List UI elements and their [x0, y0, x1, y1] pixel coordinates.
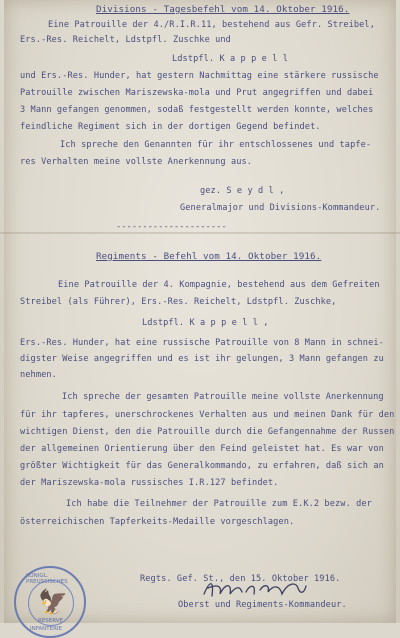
eagle-emblem-icon: 🦅 [38, 588, 68, 616]
order2-line: Streibel (als Führer), Ers.-Res. Reichelt, Ldstpfl. Zuschke, [20, 297, 337, 307]
handwritten-signature [200, 576, 310, 602]
order2-line: wichtigen Dienst, den die Patrouille durch die Gefangennahme der Russen [20, 427, 395, 437]
section-divider: --------------------- [116, 222, 227, 232]
order2-line: größter Wichtigkeit für das Generalkommando, zu erfahren, daß sich an [20, 461, 384, 471]
order2-line: Ich spreche der gesamten Patrouille meine vollste Anerkennung [62, 392, 384, 402]
signer-name: gez. S e y d l , [200, 186, 285, 196]
regiments-heading: Regiments - Befehl vom 14. Oktober 1916. [96, 251, 322, 262]
order2-line: für ihr tapferes, unerschrockenes Verhalten aus und meinen Dank für den [20, 410, 395, 420]
order2-line: österreichischen Tapferkeits-Medaille vorgeschlagen. [20, 517, 295, 527]
signer-title: Generalmajor und Divisions-Kommandeur. [180, 203, 381, 213]
order2-line: der allgemeinen Orientierung über den Feind geleistet hat. Es war von [20, 444, 384, 454]
order2-line: Ldstpfl. K a p p e l l , [142, 318, 269, 328]
order1-line: Ich spreche den Genannten für ihr entschlossenes und tapfe- [60, 140, 372, 150]
regiment-commander-title: Oberst und Regiments-Kommandeur. [178, 600, 347, 610]
order1-line: Patrouille zwischen Mariszewska-mola und Prut angegriffen und dabei [20, 88, 374, 98]
order2-line: Ers.-Res. Hunder, hat eine russische Patrouille von 8 Mann in schnei- [20, 338, 384, 348]
order2-line: der Mariszewska-mola russisches I.R.127 befindet. [20, 478, 279, 488]
divisions-heading: Divisions - Tagesbefehl vom 14. Oktober 1916. [96, 4, 350, 15]
order1-line: res Verhalten meine vollste Anerkennung aus. [20, 157, 253, 167]
order1-line: feindliche Regiment sich in der dortigen Gegend befindet. [20, 122, 321, 132]
order1-line: und Ers.-Res. Hunder, hat gestern Nachmittag eine stärkere russische [20, 71, 379, 81]
regiment-seal-stamp: 🦅 KÖNIGL. PREUSSISCHES RESERVE INFANTERIE [14, 566, 86, 638]
order1-line: Ldstpfl. K a p p e l l [172, 54, 289, 64]
order1-line: Eine Patrouille der 4./R.I.R.11, bestehend aus Gefr. Streibel, [48, 20, 375, 30]
order2-line: nehmen. [20, 370, 57, 380]
order1-line: Ers.-Res. Reichelt, Ldstpfl. Zuschke und [20, 35, 231, 45]
order2-line: Eine Patrouille der 4. Kompagnie, bestehend aus dem Gefreiten [58, 280, 380, 290]
order2-line: digster Weise angegriffen und es ist ihr gelungen, 3 Mann gefangen zu [20, 354, 384, 364]
order2-line: Ich habe die Teilnehmer der Patrouille zum E.K.2 bezw. der [66, 499, 372, 509]
place-date: Regts. Gef. St., den 15. Oktober 1916. [140, 574, 341, 584]
order1-line: 3 Mann gefangen genommen, sodaß festgestellt werden konnte, welches [20, 105, 374, 115]
